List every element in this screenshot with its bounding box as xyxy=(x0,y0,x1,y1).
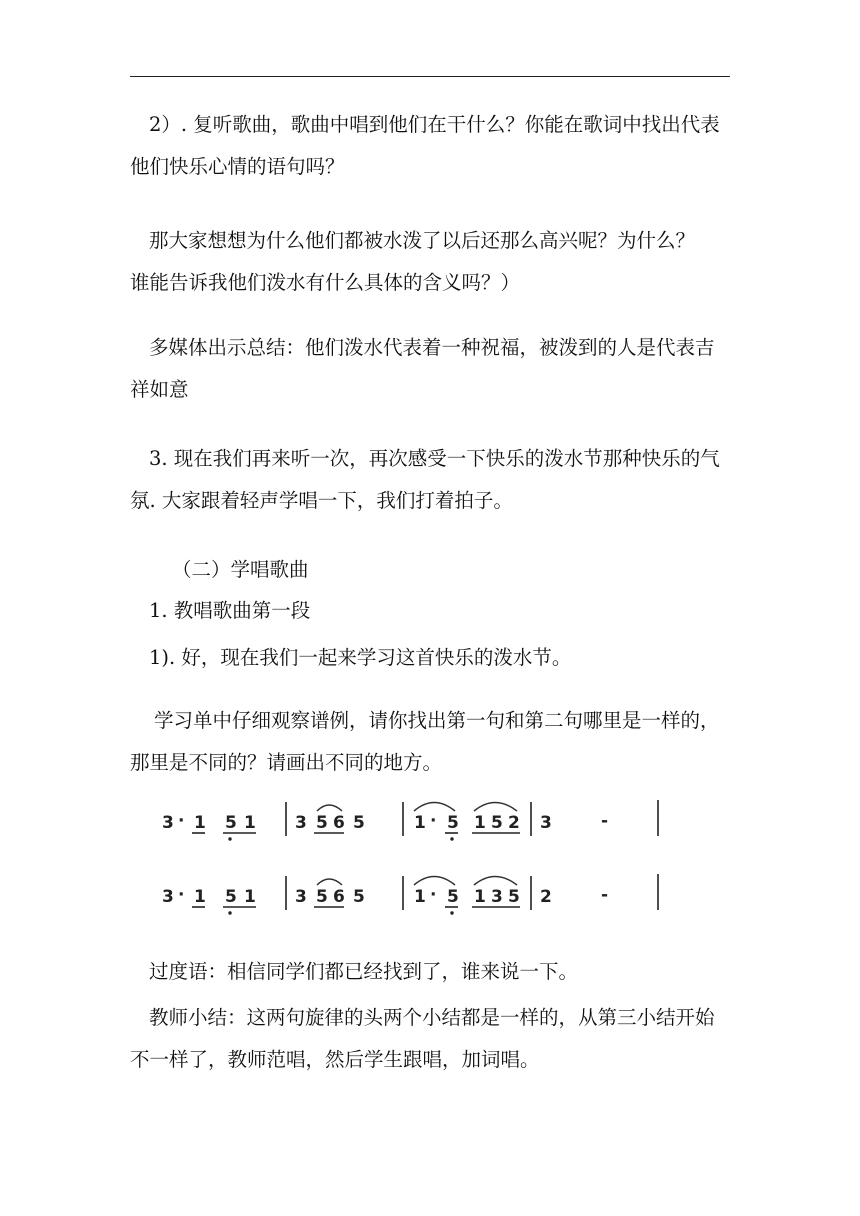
note: 1 xyxy=(474,887,486,907)
text-line: 不一样了，教师范唱，然后学生跟唱，加词唱。 xyxy=(130,1048,540,1071)
note: 1 xyxy=(244,887,256,907)
teacher-summary xyxy=(130,997,735,1081)
note: 5 xyxy=(447,813,459,833)
paragraph-question xyxy=(130,220,735,304)
slur xyxy=(317,879,342,885)
note: 3 xyxy=(540,813,552,833)
dash: - xyxy=(601,811,609,831)
note: 3 xyxy=(162,887,174,907)
slur xyxy=(317,805,342,811)
text-line: 氛. 大家跟着轻声学唱一下，我们打着拍子。 xyxy=(130,489,513,512)
note: 2 xyxy=(540,887,552,907)
notation-line-1 xyxy=(158,796,678,846)
step-heading: 1. 教唱歌曲第一段 xyxy=(149,599,311,622)
note: 5 xyxy=(225,887,237,907)
note: 5 xyxy=(316,887,328,907)
paragraph-multimedia-summary xyxy=(130,327,735,411)
slur xyxy=(414,877,455,886)
text-line: 多媒体出示总结：他们泼水代表着一种祝福，被泼到的人是代表吉 xyxy=(149,336,715,359)
slur xyxy=(414,803,455,812)
slur xyxy=(474,803,517,812)
text-line: 谁能告诉我他们泼水有什么具体的含义吗？） xyxy=(130,271,521,294)
note: 5 xyxy=(508,887,520,907)
text-line: 他们快乐心情的语句吗？ xyxy=(130,155,345,178)
note: 1 xyxy=(414,887,426,907)
dash: - xyxy=(601,885,609,905)
note: 3 xyxy=(295,887,307,907)
notation-line-2 xyxy=(158,870,678,920)
low-octave-dot xyxy=(228,837,231,840)
header-rule xyxy=(130,76,730,77)
note: 5 xyxy=(225,813,237,833)
note: 1 xyxy=(244,813,256,833)
note: 1 xyxy=(414,813,426,833)
step-substep: 1). 好，现在我们一起来学习这首快乐的泼水节。 xyxy=(149,646,572,669)
text-line: 祥如意 xyxy=(130,378,189,401)
dot: · xyxy=(430,811,437,831)
slur xyxy=(474,877,517,886)
text-line: 学习单中仔细观察谱例，请你找出第一句和第二句哪里是一样的， xyxy=(154,709,720,732)
low-octave-dot xyxy=(450,837,453,840)
note: 3 xyxy=(491,887,503,907)
note: 5 xyxy=(353,887,365,907)
note: 2 xyxy=(508,813,520,833)
text-line: 那里是不同的？请画出不同的地方。 xyxy=(130,751,443,774)
note: 1 xyxy=(194,887,206,907)
note: 6 xyxy=(333,887,345,907)
low-octave-dot xyxy=(228,911,231,914)
note: 5 xyxy=(491,813,503,833)
paragraph-listen-again xyxy=(130,438,735,522)
text-line: 3. 现在我们再来听一次，再次感受一下快乐的泼水节那种快乐的气 xyxy=(149,447,720,470)
text-line: 那大家想想为什么他们都被水泼了以后还那么高兴呢？为什么？ xyxy=(149,229,696,252)
note: 1 xyxy=(194,813,206,833)
text-line: 教师小结：这两句旋律的头两个小结都是一样的，从第三小结开始 xyxy=(149,1006,715,1029)
note: 5 xyxy=(447,887,459,907)
note: 3 xyxy=(162,813,174,833)
dot: · xyxy=(178,811,185,831)
note: 6 xyxy=(333,813,345,833)
dot: · xyxy=(178,885,185,905)
note: 1 xyxy=(474,813,486,833)
transition-text: 过度语：相信同学们都已经找到了，谁来说一下。 xyxy=(149,960,579,983)
note: 3 xyxy=(295,813,307,833)
section-heading: （二）学唱歌曲 xyxy=(172,558,309,581)
note: 5 xyxy=(353,813,365,833)
paragraph-relisten xyxy=(130,104,735,188)
text-line: 2）. 复听歌曲，歌曲中唱到他们在干什么？你能在歌词中找出代表 xyxy=(149,113,720,136)
note: 5 xyxy=(316,813,328,833)
low-octave-dot xyxy=(450,911,453,914)
dot: · xyxy=(430,885,437,905)
paragraph-observe-notation xyxy=(130,700,735,784)
